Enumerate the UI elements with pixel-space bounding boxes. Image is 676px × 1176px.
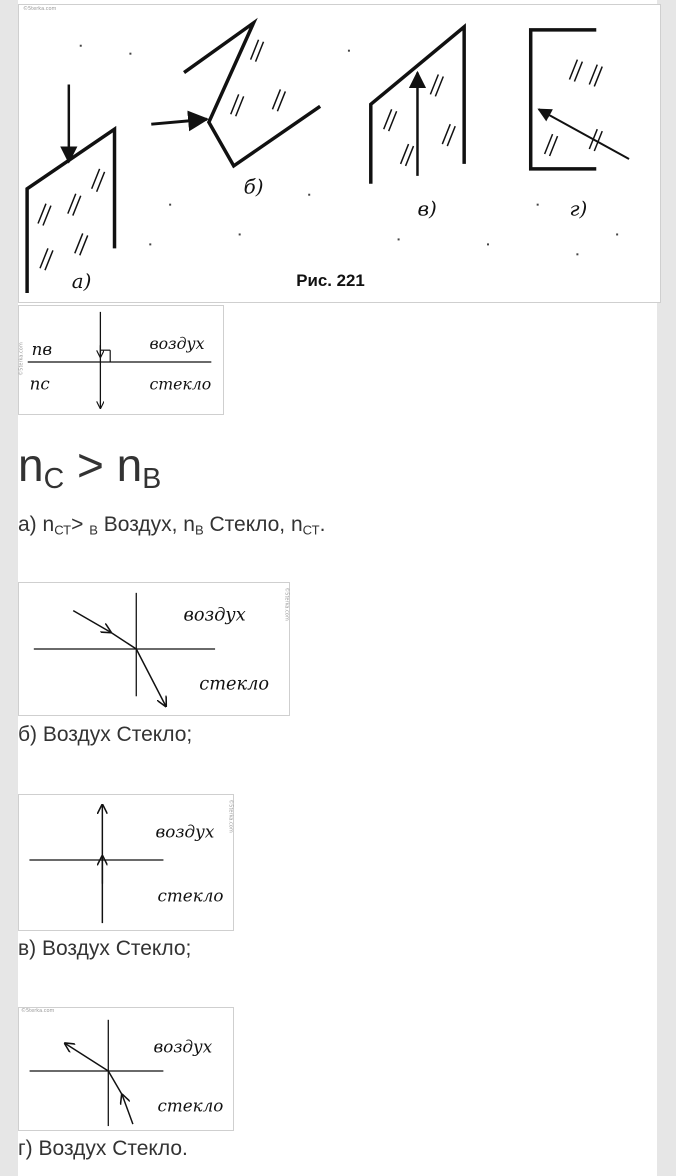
caption-a-part: а) n [18, 513, 55, 536]
label-v: в) [417, 197, 437, 221]
watermark: ©5terka.com [23, 6, 57, 12]
formula-sub-c: С [43, 463, 65, 496]
label-air: воздух [155, 821, 215, 842]
prism-a [27, 84, 114, 293]
formula [18, 438, 161, 496]
figure-caption: Рис. 221 [296, 271, 365, 291]
caption-a-sub: В [89, 522, 98, 538]
label-glass: стекло [157, 885, 224, 906]
caption-a-sub: СТ [54, 522, 72, 538]
prism-v [371, 27, 464, 184]
caption-g: г) Воздух Стекло. [18, 1137, 188, 1160]
caption-a-sub: В [194, 522, 204, 538]
watermark: ©5terka.com [18, 342, 25, 376]
caption-a-sub: СТ [302, 522, 320, 538]
label-air: воздух [149, 334, 205, 354]
caption-v: в) Воздух Стекло; [18, 937, 192, 960]
caption-a-part: Стекло, n [203, 513, 303, 536]
label-b: б) [243, 175, 264, 199]
caption-a [18, 513, 325, 537]
label-glass: стекло [157, 1095, 224, 1116]
label-n-glass: nс [29, 374, 50, 394]
watermark: ©5terka.com [283, 587, 290, 621]
caption-a-part: > [71, 513, 90, 536]
prism-b [151, 23, 320, 166]
prism-g [531, 30, 629, 169]
label-n-air: nв [31, 340, 53, 360]
formula-gt: > [64, 439, 117, 491]
label-glass: стекло [199, 674, 270, 695]
label-a: а) [71, 270, 92, 294]
figure-221-drawing [19, 5, 660, 302]
figure-refraction-g [18, 1007, 234, 1131]
label-air: воздух [153, 1036, 213, 1057]
caption-b: б) Воздух Стекло; [18, 723, 193, 746]
figure-refraction-b [18, 582, 290, 716]
watermark: ©5terka.com [227, 799, 234, 833]
print-speckles [80, 45, 618, 256]
figure-normal-v [18, 794, 234, 931]
formula-sub-v: В [142, 463, 162, 496]
formula-n2: n [116, 439, 143, 491]
caption-a-part: Воздух, n [97, 513, 195, 536]
figure-1-drawing [19, 306, 223, 414]
figure-3-drawing [19, 795, 233, 930]
figure-221 [18, 4, 661, 303]
caption-a-part: . [319, 513, 326, 536]
watermark: ©5terka.com [21, 1008, 55, 1014]
figure-4-drawing [19, 1008, 233, 1130]
figure-normal-incidence [18, 305, 224, 415]
formula-n: n [18, 439, 44, 491]
label-glass: стекло [149, 374, 212, 394]
figure-2-drawing [19, 583, 289, 715]
label-g: г) [569, 197, 588, 221]
label-air: воздух [183, 605, 246, 626]
